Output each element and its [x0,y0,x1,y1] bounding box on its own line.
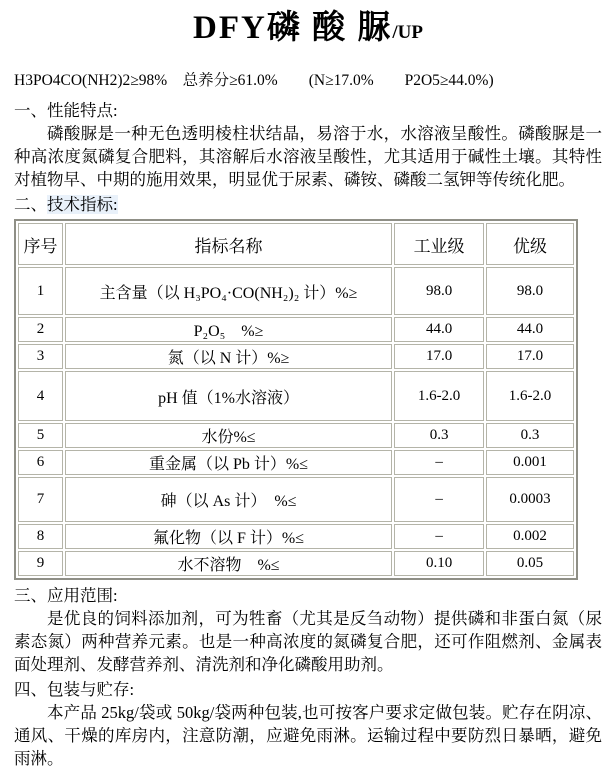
cell-row-number: 8 [18,524,63,549]
cell-row-number: 2 [18,317,63,342]
cell-industrial-grade-value: 98.0 [394,267,484,315]
section-specs-heading-prefix: 二、 [14,195,47,214]
section-performance-heading: 一、性能特点: [14,101,118,120]
formula-line: H3PO4CO(NH2)2≥98% 总养分≥61.0% (N≥17.0% P2O5≥44.0%) [14,72,494,89]
cell-premium-grade-value: 1.6-2.0 [486,371,574,421]
cell-row-number: 7 [18,477,63,522]
table-row [18,423,574,448]
cell-row-number: 9 [18,551,63,576]
cell-premium-grade-value: 44.0 [486,317,574,342]
column-header-no: 序号 [18,223,63,265]
section-application-paragraph: 是优良的饲料添加剂，可为牲畜（尤其是反刍动物）提供磷和非蛋白氮（尿素态氮）两种营养元素。也是一种高浓度的氮磷复合肥，还可作阻燃剂、金属表面处理剂、发酵营养剂、清洗剂和净化磷酸用助剂。 [14,609,602,674]
cell-industrial-grade-value: – [394,450,484,475]
table-row [18,371,574,421]
table-row [18,524,574,549]
cell-industrial-grade-value: 17.0 [394,344,484,369]
cell-industrial-grade-value: 44.0 [394,317,484,342]
cell-row-number: 1 [18,267,63,315]
spec-table-body [18,267,574,576]
cell-premium-grade-value: 17.0 [486,344,574,369]
table-row [18,551,574,576]
section-packaging-heading: 四、包装与贮存: [14,680,135,699]
page-title-text: DFY磷 酸 脲 [193,10,393,46]
section-performance-paragraph: 磷酸脲是一种无色透明棱柱状结晶，易溶于水，水溶液呈酸性。磷酸脲是一种高浓度氮磷复合肥料，其溶解后水溶液呈酸性，尤其适用于碱性土壤。其特性对植物早、中期的施用效果，明显优于尿素、磷铵、磷酸二氢钾等传统化肥。 [14,124,602,189]
cell-row-number: 3 [18,344,63,369]
cell-indicator-name: 水份%≤ [65,423,392,448]
column-header-name: 指标名称 [65,223,392,265]
cell-row-number: 4 [18,371,63,421]
table-row [18,344,574,369]
spec-table [14,219,578,580]
cell-premium-grade-value: 0.3 [486,423,574,448]
page-title [14,6,602,55]
column-header-industrial: 工业级 [394,223,484,265]
page-title-suffix: /UP [392,22,423,43]
cell-indicator-name: P₂O₅ %≥ [65,317,392,342]
cell-premium-grade-value: 98.0 [486,267,574,315]
column-header-premium: 优级 [486,223,574,265]
cell-indicator-name: 砷（以 As 计） %≤ [65,477,392,522]
cell-industrial-grade-value: 1.6-2.0 [394,371,484,421]
spec-table-header-row [18,223,574,265]
cell-indicator-name: 氮（以 N 计）%≥ [65,344,392,369]
table-row [18,267,574,315]
table-row [18,317,574,342]
cell-industrial-grade-value: – [394,524,484,549]
cell-row-number: 5 [18,423,63,448]
cell-premium-grade-value: 0.05 [486,551,574,576]
cell-industrial-grade-value: – [394,477,484,522]
cell-row-number: 6 [18,450,63,475]
table-row [18,450,574,475]
cell-indicator-name: 主含量（以 H₃PO₄·CO(NH₂)₂ 计）%≥ [65,267,392,315]
cell-industrial-grade-value: 0.10 [394,551,484,576]
cell-indicator-name: 氟化物（以 F 计）%≤ [65,524,392,549]
cell-industrial-grade-value: 0.3 [394,423,484,448]
cell-indicator-name: pH 值（1%水溶液） [65,371,392,421]
section-specs-heading [14,191,602,216]
cell-premium-grade-value: 0.001 [486,450,574,475]
section-packaging-paragraph: 本产品 25kg/袋或 50kg/袋两种包装,也可按客户要求定做包装。贮存在阴凉、通风、干燥的库房内，注意防潮，应避免雨淋。运输过程中要防烈日暴晒，避免雨淋。 [14,703,602,768]
section-specs-heading-text: 技术指标: [47,195,118,214]
cell-premium-grade-value: 0.002 [486,524,574,549]
cell-indicator-name: 重金属（以 Pb 计）%≤ [65,450,392,475]
cell-indicator-name: 水不溶物 %≤ [65,551,392,576]
section-application-heading: 三、应用范围: [14,586,118,605]
table-row [18,477,574,522]
cell-premium-grade-value: 0.0003 [486,477,574,522]
